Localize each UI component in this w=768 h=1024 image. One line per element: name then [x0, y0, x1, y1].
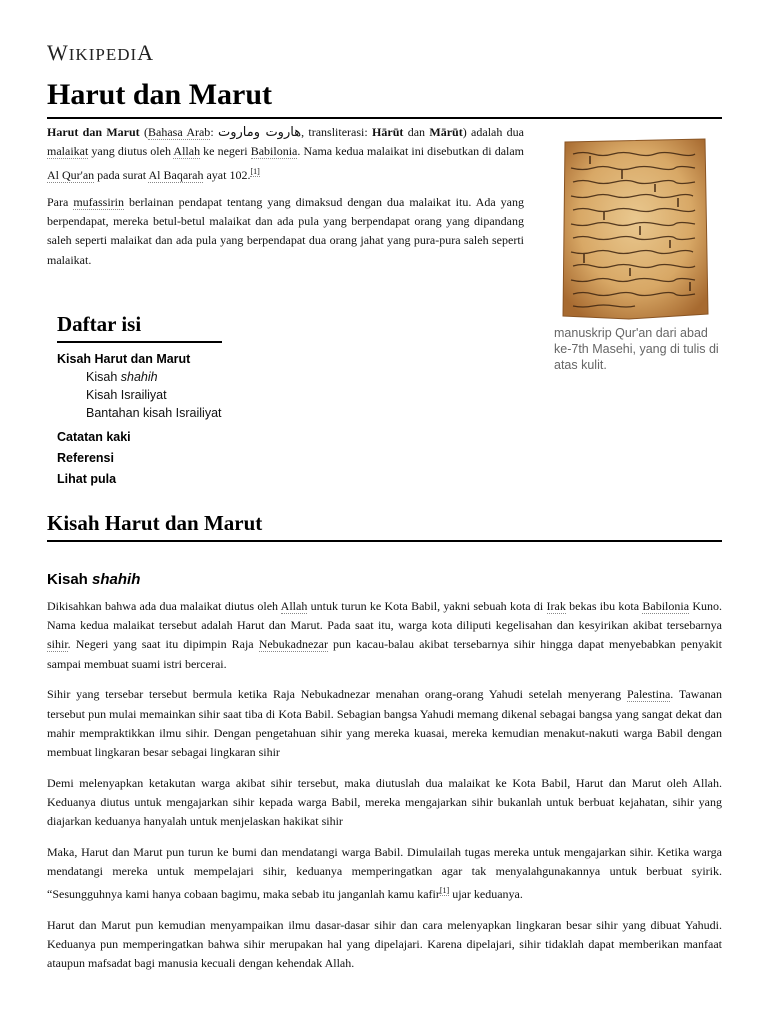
text: yang diutus oleh	[88, 144, 174, 159]
text: Kisah	[86, 369, 121, 384]
link-sihir[interactable]: sihir	[47, 637, 68, 652]
text: (	[139, 125, 148, 139]
wordmark-body: IKIPEDI	[68, 45, 138, 64]
text: Para	[47, 194, 74, 209]
link-al-baqarah[interactable]: Al Baqarah	[148, 167, 204, 182]
footnote-ref-1-body[interactable]: [1]	[439, 886, 450, 896]
link-irak[interactable]: Irak	[546, 599, 566, 613]
text: pada surat	[94, 167, 149, 182]
text: . Tawanan tersebut pun mulai memainkan sihir saat tiba di Kota Babil. Sebagian bangsa Yahudi memang dikenal sebagai bangsa yang sangat dekat dan mahir mempraktikkan ilmu sihir. Dengan pengetahuan sihir yang mereka kuasai, mereka kemudian menakut-nakuti warga Babil dengan membuat lingkaran besar sebagai lingkaran sihir	[47, 687, 722, 759]
lead-paragraph-1	[47, 123, 524, 185]
text: Kuno. Nama kedua malaikat tersebut adalah Harut dan Marut. Pada saat itu, warga kota diliputi kegelisahan dan kesyirikan akibat tersebarnya	[47, 599, 722, 633]
text: . Nama kedua malaikat ini disebutkan di dalam	[297, 144, 525, 159]
body-paragraph-3: Demi melenyapkan ketakutan warga akibat sihir tersebut, maka diutuslah dua malaikat ke Kota Babil, Harut dan Marut oleh Allah. Keduanya diutus untuk mengajarkan sihir kepada warga Babil, mereka mengajarkan sihir bukanlah untuk berbuat kejahatan, sihir yang diajarkan keduanya hanyalah untuk menjelaskan hakikat sihir	[47, 775, 722, 829]
link-mufassirin[interactable]: mufassirin	[73, 194, 125, 209]
wordmark-final: A	[137, 40, 155, 65]
wordmark-initial: W	[47, 40, 69, 65]
body-paragraph-1	[47, 597, 722, 674]
text: ) adalah dua	[462, 125, 525, 139]
body-paragraph-4	[47, 843, 722, 905]
section-body	[47, 597, 722, 985]
text: shahih	[92, 571, 141, 588]
link-allah[interactable]: Allah	[173, 144, 201, 159]
footnote-ref-1[interactable]: [1]	[250, 166, 260, 176]
subsection-heading-kisah-shahih	[47, 571, 140, 588]
text: Maka, Harut dan Marut pun turun ke bumi dan mendatangi warga Babil. Dimulailah tugas mereka untuk mengajarkan sihir. Ketika warga mendatangi mereka untuk mempelajari sihir, keduanya memperingatkan agar tak menyalahgunakannya untuk berbuat syirik. “Sesungguhnya kami hanya cobaan bagimu, maka sebab itu janganlah kamu kafir	[47, 844, 722, 902]
toc-item-kisah-shahih[interactable]	[57, 368, 257, 386]
section-divider	[47, 540, 722, 542]
text: berlainan pendapat tentang yang dimaksud dengan dua malaikat itu. Ada yang berpendapat, mereka betul-betul malaikat dan ada pula yang berpendapat orang yang dipandang saleh seperti malaikat dan ada pula yang berpendapat dua orang jahat yang pura-pura saleh seperti malaikat.	[47, 194, 524, 267]
link-palestina[interactable]: Palestina	[626, 687, 671, 702]
text: :	[210, 125, 218, 139]
toc-item-kisah-israiliyat[interactable]: Kisah Israiliyat	[86, 387, 167, 402]
link-malaikat[interactable]: malaikat	[47, 144, 89, 159]
text: . Negeri yang saat itu dipimpin Raja	[67, 637, 259, 652]
manuscript-figure	[554, 136, 718, 326]
link-bahasa-arab[interactable]: Bahasa Arab	[148, 125, 211, 139]
toc-item-referensi[interactable]: Referensi	[57, 450, 114, 465]
link-babilonia[interactable]: Babilonia	[250, 144, 298, 159]
title-divider	[47, 117, 722, 119]
toc-item-lihat-pula[interactable]: Lihat pula	[57, 471, 117, 486]
toc-item-catatan-kaki[interactable]: Catatan kaki	[57, 429, 131, 444]
toc-item-kisah-harut-dan-marut[interactable]: Kisah Harut dan Marut	[57, 351, 191, 366]
lead-section	[47, 123, 524, 278]
text: shahih	[120, 369, 158, 384]
term-marut: Mārūt	[429, 125, 463, 139]
page-title: Harut dan Marut	[47, 78, 272, 111]
text: ke negeri	[200, 144, 251, 159]
section-heading-kisah-harut-dan-marut: Kisah Harut dan Marut	[47, 511, 263, 535]
text: , transliterasi:	[301, 125, 373, 139]
text: bekas ibu kota	[565, 599, 643, 613]
figure-caption: manuskrip Qur'an dari abad ke-7th Masehi, yang di tulis di atas kulit.	[554, 326, 719, 372]
text: ayat 102.	[203, 167, 251, 182]
wikipedia-wordmark[interactable]	[47, 40, 154, 66]
text: ujar keduanya.	[449, 887, 523, 902]
toc-item-bantahan-kisah-israiliyat[interactable]: Bantahan kisah Israiliyat	[86, 405, 222, 420]
text: dan	[403, 125, 430, 139]
text: pun kacau-balau akibat tersebarnya sihir hingga dapat menyebabkan penyakit sampai membuat suami istri bercerai.	[47, 637, 722, 671]
toc-title: Daftar isi	[57, 312, 142, 336]
text: Sihir yang tersebar tersebut bermula ketika Raja Nebukadnezar menahan orang-orang Yahudi setelah menyerang	[47, 687, 627, 702]
table-of-contents	[57, 312, 257, 488]
text: Dikisahkan bahwa ada dua malaikat diutus oleh	[47, 599, 281, 613]
quran-manuscript-image[interactable]	[559, 136, 710, 321]
link-al-quran[interactable]: Al Qur'an	[47, 167, 95, 182]
body-paragraph-2	[47, 685, 722, 762]
body-paragraph-5: Harut dan Marut pun kemudian menyampaikan ilmu dasar-dasar sihir dan cara melenyapkan lingkaran besar sihir yang dibuat Yahudi. Keduanya pun memperingatkan bahwa sihir merupakan hal yang dipelajari. Karena dipelajari, sihir tidaklah dapat memberikan manfaat ataupun mafsadat bagi manusia kecuali dengan kehendak Allah.	[47, 917, 722, 971]
link-babilonia-2[interactable]: Babilonia	[642, 599, 690, 613]
term-harut-dan-marut: Harut dan Marut	[47, 125, 140, 139]
link-nebukadnezar[interactable]: Nebukadnezar	[258, 637, 328, 652]
toc-divider	[57, 341, 222, 343]
text: Kisah	[47, 571, 93, 588]
lead-paragraph-2	[47, 193, 524, 270]
text: untuk turun ke Kota Babil, yakni sebuah kota di	[307, 599, 547, 613]
arabic-name: هاروت وماروت	[217, 125, 302, 140]
term-harut: Hārūt	[372, 125, 404, 139]
link-allah-2[interactable]: Allah	[280, 599, 308, 613]
